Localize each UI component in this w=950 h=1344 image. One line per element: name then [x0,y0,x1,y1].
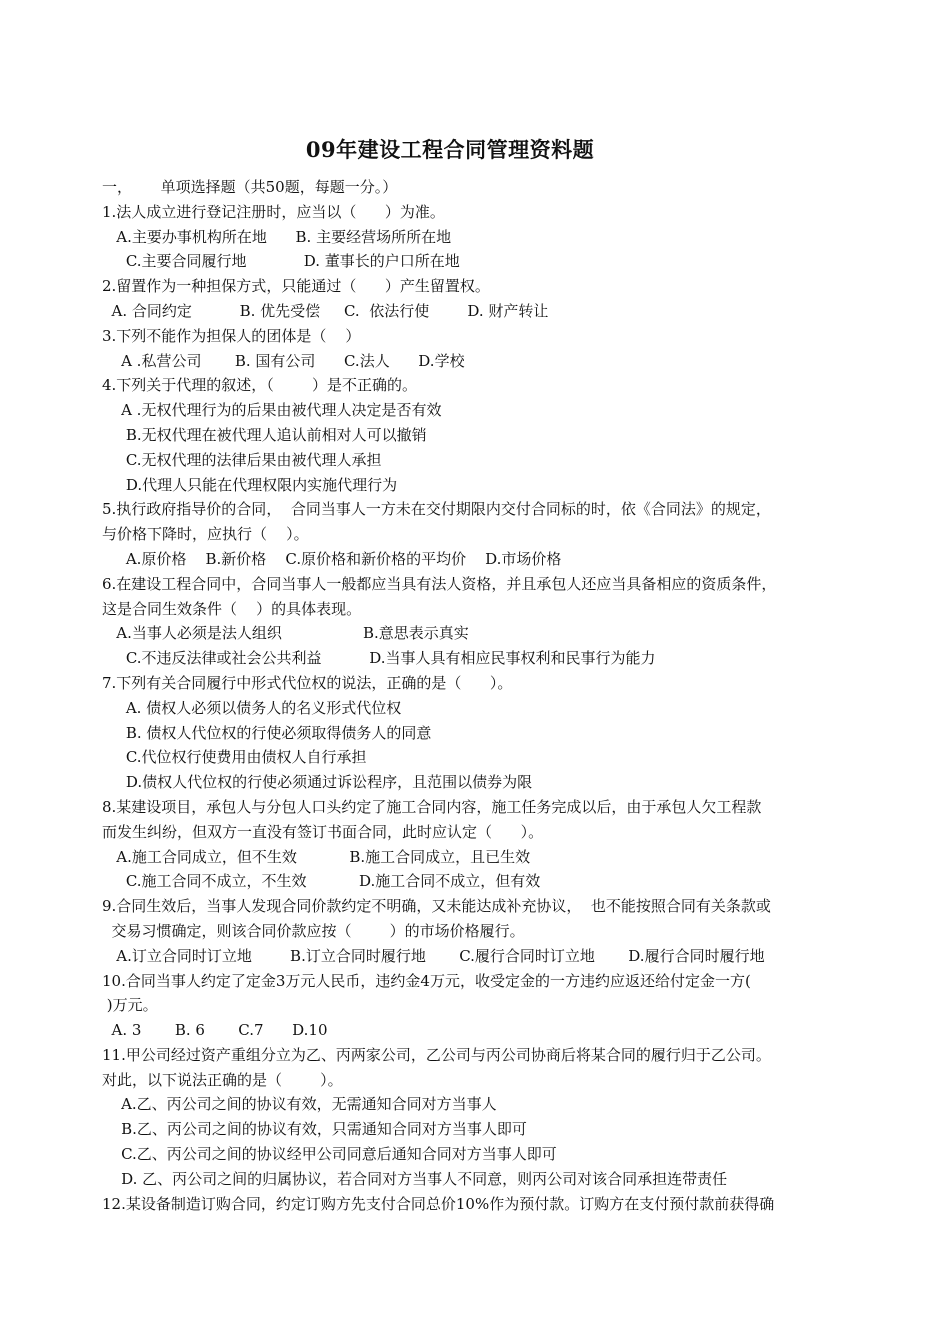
document-line: A .无权代理行为的后果由被代理人决定是否有效 [102,401,442,420]
document-line: C.乙、丙公司之间的协议经甲公司同意后通知合同对方当事人即可 [102,1145,557,1164]
document-line: D. 乙、丙公司之间的归属协议，若合同对方当事人不同意，则丙公司对该合同承担连带责任 [102,1169,728,1188]
document-line: 7.下列有关合同履行中形式代位权的说法，正确的是（ ）。 [102,673,513,692]
document-line: 而发生纠纷，但双方一直没有签订书面合同，此时应认定（ ）。 [102,822,544,841]
document-line: C.代位权行使费用由债权人自行承担 [102,748,367,767]
document-line: D.代理人只能在代理权限内实施代理行为 [102,475,398,494]
document-line: C.无权代理的法律后果由被代理人承担 [102,450,382,469]
document-line: 3.下列不能作为担保人的团体是（ ） [102,326,361,345]
document-line: B.乙、丙公司之间的协议有效，只需通知合同对方当事人即可 [102,1120,527,1139]
document-line: A.主要办事机构所在地 B. 主要经营场所所在地 [102,227,452,246]
document-line: 这是合同生效条件（ ）的具体表现。 [102,599,362,618]
document-line: C.施工合同不成立，不生效 D.施工合同不成立，但有效 [102,872,541,891]
document-line: 与价格下降时，应执行（ ）。 [102,525,309,544]
document-body [102,175,862,1216]
document-line: 11.甲公司经过资产重组分立为乙、丙两家公司，乙公司与丙公司协商后将某合同的履行归于乙公司。 [102,1045,771,1064]
document-line: 10.合同当事人约定了定金3万元人民币，违约金4万元，收受定金的一方违约应返还给付定金一方( [102,971,751,990]
document-line: 对此，以下说法正确的是（ ）。 [102,1070,343,1089]
document-line: B. 债权人代位权的行使必须取得债务人的同意 [102,723,432,742]
document-line: 8.某建设项目，承包人与分包人口头约定了施工合同内容，施工任务完成以后，由于承包人欠工程款 [102,797,762,816]
document-line: 5.执行政府指导价的合同， 合同当事人一方未在交付期限内交付合同标的时，依《合同法》的规定， [102,500,771,519]
document-line: 12.某设备制造订购合同，约定订购方先支付合同总价10%作为预付款。订购方在支付预付款前获得确 [102,1194,775,1213]
document-line: A.当事人必须是法人组织 B.意思表示真实 [102,624,469,643]
document-line: 1.法人成立进行登记注册时，应当以（ ）为准。 [102,202,445,221]
document-line: A.原价格 B.新价格 C.原价格和新价格的平均价 D.市场价格 [102,549,562,568]
document-line: 一， 单项选择题（共50题，每题一分。） [102,178,398,196]
document-line: )万元。 [102,996,158,1015]
document-line: A.乙、丙公司之间的协议有效，无需通知合同对方当事人 [102,1095,497,1114]
document-line: A .私营公司 B. 国有公司 C.法人 D.学校 [102,351,465,370]
document-line: A.施工合同成立，但不生效 B.施工合同成立，且已生效 [102,847,531,866]
document-line: A. 债权人必须以债务人的名义形式代位权 [102,698,402,717]
document-line: 9.合同生效后，当事人发现合同价款约定不明确，又未能达成补充协议， 也不能按照合同有关条款或 [102,897,771,916]
document-line: A.订立合同时订立地 B.订立合同时履行地 C.履行合同时订立地 D.履行合同时履行地 [102,946,765,965]
document-title: 09年建设工程合同管理资料题 [305,137,595,162]
document-line: C.主要合同履行地 D. 董事长的户口所在地 [102,252,460,271]
document-line: 4.下列关于代理的叙述，（ ）是不正确的。 [102,376,417,395]
document-line: 2.留置作为一种担保方式，只能通过（ ）产生留置权。 [102,277,490,296]
document-line: A. 3 B. 6 C.7 D.10 [102,1021,328,1040]
document-line: A. 合同约定 B. 优先受偿 C. 依法行使 D. 财产转让 [102,301,549,320]
document-line: 6.在建设工程合同中，合同当事人一般都应当具有法人资格，并且承包人还应当具备相应的资质条件， [102,574,777,593]
document-line: 交易习惯确定，则该合同价款应按（ ）的市场价格履行。 [102,921,525,940]
document-line: D.债权人代位权的行使必须通过诉讼程序，且范围以债券为限 [102,773,533,792]
document-line: C.不违反法律或社会公共利益 D.当事人具有相应民事权利和民事行为能力 [102,649,656,668]
document-line: B.无权代理在被代理人追认前相对人可以撤销 [102,425,427,444]
